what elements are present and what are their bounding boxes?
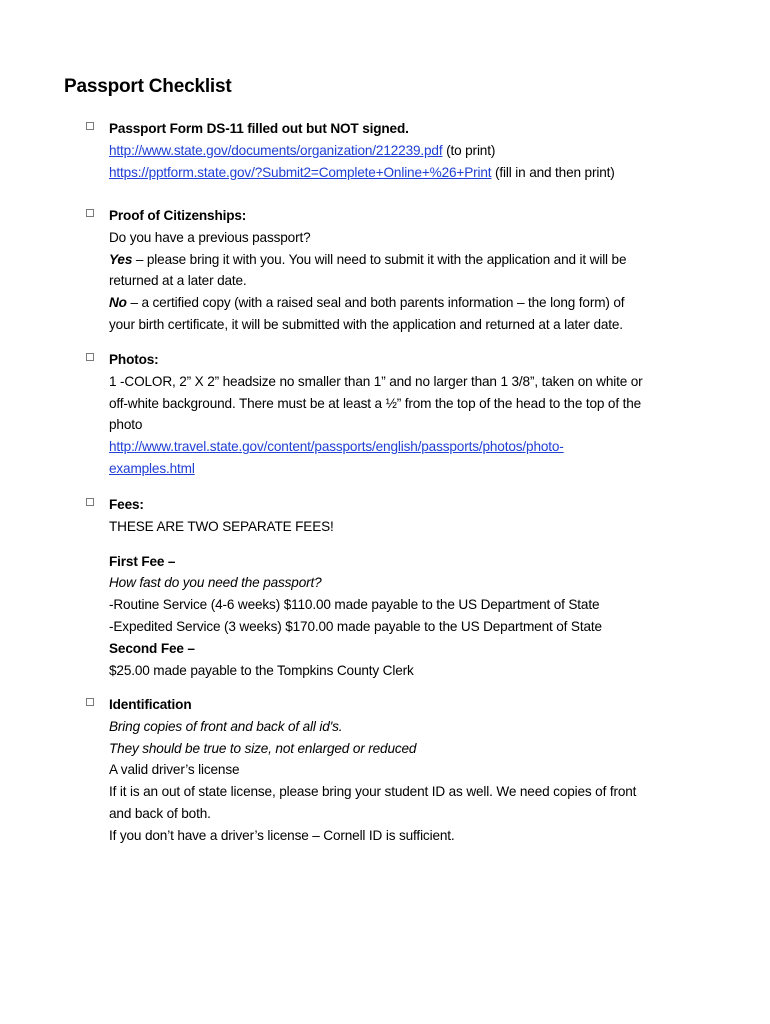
first-fee-label: First Fee – bbox=[109, 553, 176, 569]
second-fee-text: $25.00 made payable to the Tompkins County Clerk bbox=[109, 662, 414, 678]
photo-examples-link-cont[interactable]: examples.html bbox=[109, 460, 195, 476]
form-content bbox=[109, 118, 689, 183]
checkbox-identification[interactable] bbox=[86, 698, 94, 706]
identification-line-1: Bring copies of front and back of all id's. bbox=[109, 718, 343, 734]
link2-suffix: (fill in and then print) bbox=[491, 164, 615, 180]
photos-line-3: photo bbox=[109, 417, 143, 433]
page-title: Passport Checklist bbox=[64, 76, 232, 97]
checkbox-citizenship[interactable] bbox=[86, 209, 94, 217]
photos-line-2: off-white background. There must be at least a ½” from the top of the head to the top of the bbox=[109, 395, 642, 411]
yes-label: Yes bbox=[109, 251, 133, 267]
photos-heading: Photos: bbox=[109, 352, 159, 367]
first-fee-question: How fast do you need the passport? bbox=[109, 575, 322, 591]
ds11-pdf-link[interactable]: http://www.state.gov/documents/organization/212239.pdf bbox=[109, 142, 443, 158]
yes-text-cont: returned at a later date. bbox=[109, 273, 247, 289]
checkbox-fees[interactable] bbox=[86, 498, 94, 506]
no-text: – a certified copy (with a raised seal and both parents information – the long form) of bbox=[126, 295, 625, 311]
identification-heading: Identification bbox=[109, 697, 192, 712]
no-label: No bbox=[109, 295, 127, 311]
identification-line-5: and back of both. bbox=[109, 805, 211, 821]
fees-note: THESE ARE TWO SEPARATE FEES! bbox=[109, 518, 334, 534]
fees-content bbox=[109, 494, 689, 681]
routine-service: -Routine Service (4-6 weeks) $110.00 made payable to the US Department of State bbox=[109, 597, 600, 613]
identification-line-3: A valid driver’s license bbox=[109, 762, 240, 778]
identification-line-6: If you don’t have a driver’s license – Cornell ID is sufficient. bbox=[109, 827, 455, 843]
citizenship-question: Do you have a previous passport? bbox=[109, 229, 311, 245]
citizenship-content bbox=[109, 205, 689, 336]
photos-line-1: 1 -COLOR, 2” X 2” headsize no smaller than 1” and no larger than 1 3/8”, taken on white or bbox=[109, 373, 643, 389]
checkbox-form[interactable] bbox=[86, 122, 94, 130]
photos-content bbox=[109, 349, 689, 480]
identification-line-4: If it is an out of state license, please bring your student ID as well. We need copies of front bbox=[109, 784, 637, 800]
photo-examples-link[interactable]: http://www.travel.state.gov/content/passports/english/passports/photos/photo- bbox=[109, 439, 564, 455]
online-form-link[interactable]: https://pptform.state.gov/?Submit2=Complete+Online+%26+Print bbox=[109, 164, 492, 180]
expedited-service: -Expedited Service (3 weeks) $170.00 made payable to the US Department of State bbox=[109, 618, 602, 634]
form-heading: Passport Form DS-11 filled out but NOT signed. bbox=[109, 121, 409, 136]
link1-suffix: (to print) bbox=[442, 142, 496, 158]
identification-line-2: They should be true to size, not enlarged or reduced bbox=[109, 740, 417, 756]
second-fee-label: Second Fee – bbox=[109, 640, 195, 656]
citizenship-heading: Proof of Citizenships: bbox=[109, 208, 247, 223]
checkbox-photos[interactable] bbox=[86, 353, 94, 361]
identification-content bbox=[109, 694, 689, 847]
yes-text: – please bring it with you. You will need to submit it with the application and it will be bbox=[132, 251, 627, 267]
fees-heading: Fees: bbox=[109, 497, 144, 512]
no-text-cont: your birth certificate, it will be submitted with the application and returned at a later date. bbox=[109, 316, 623, 332]
